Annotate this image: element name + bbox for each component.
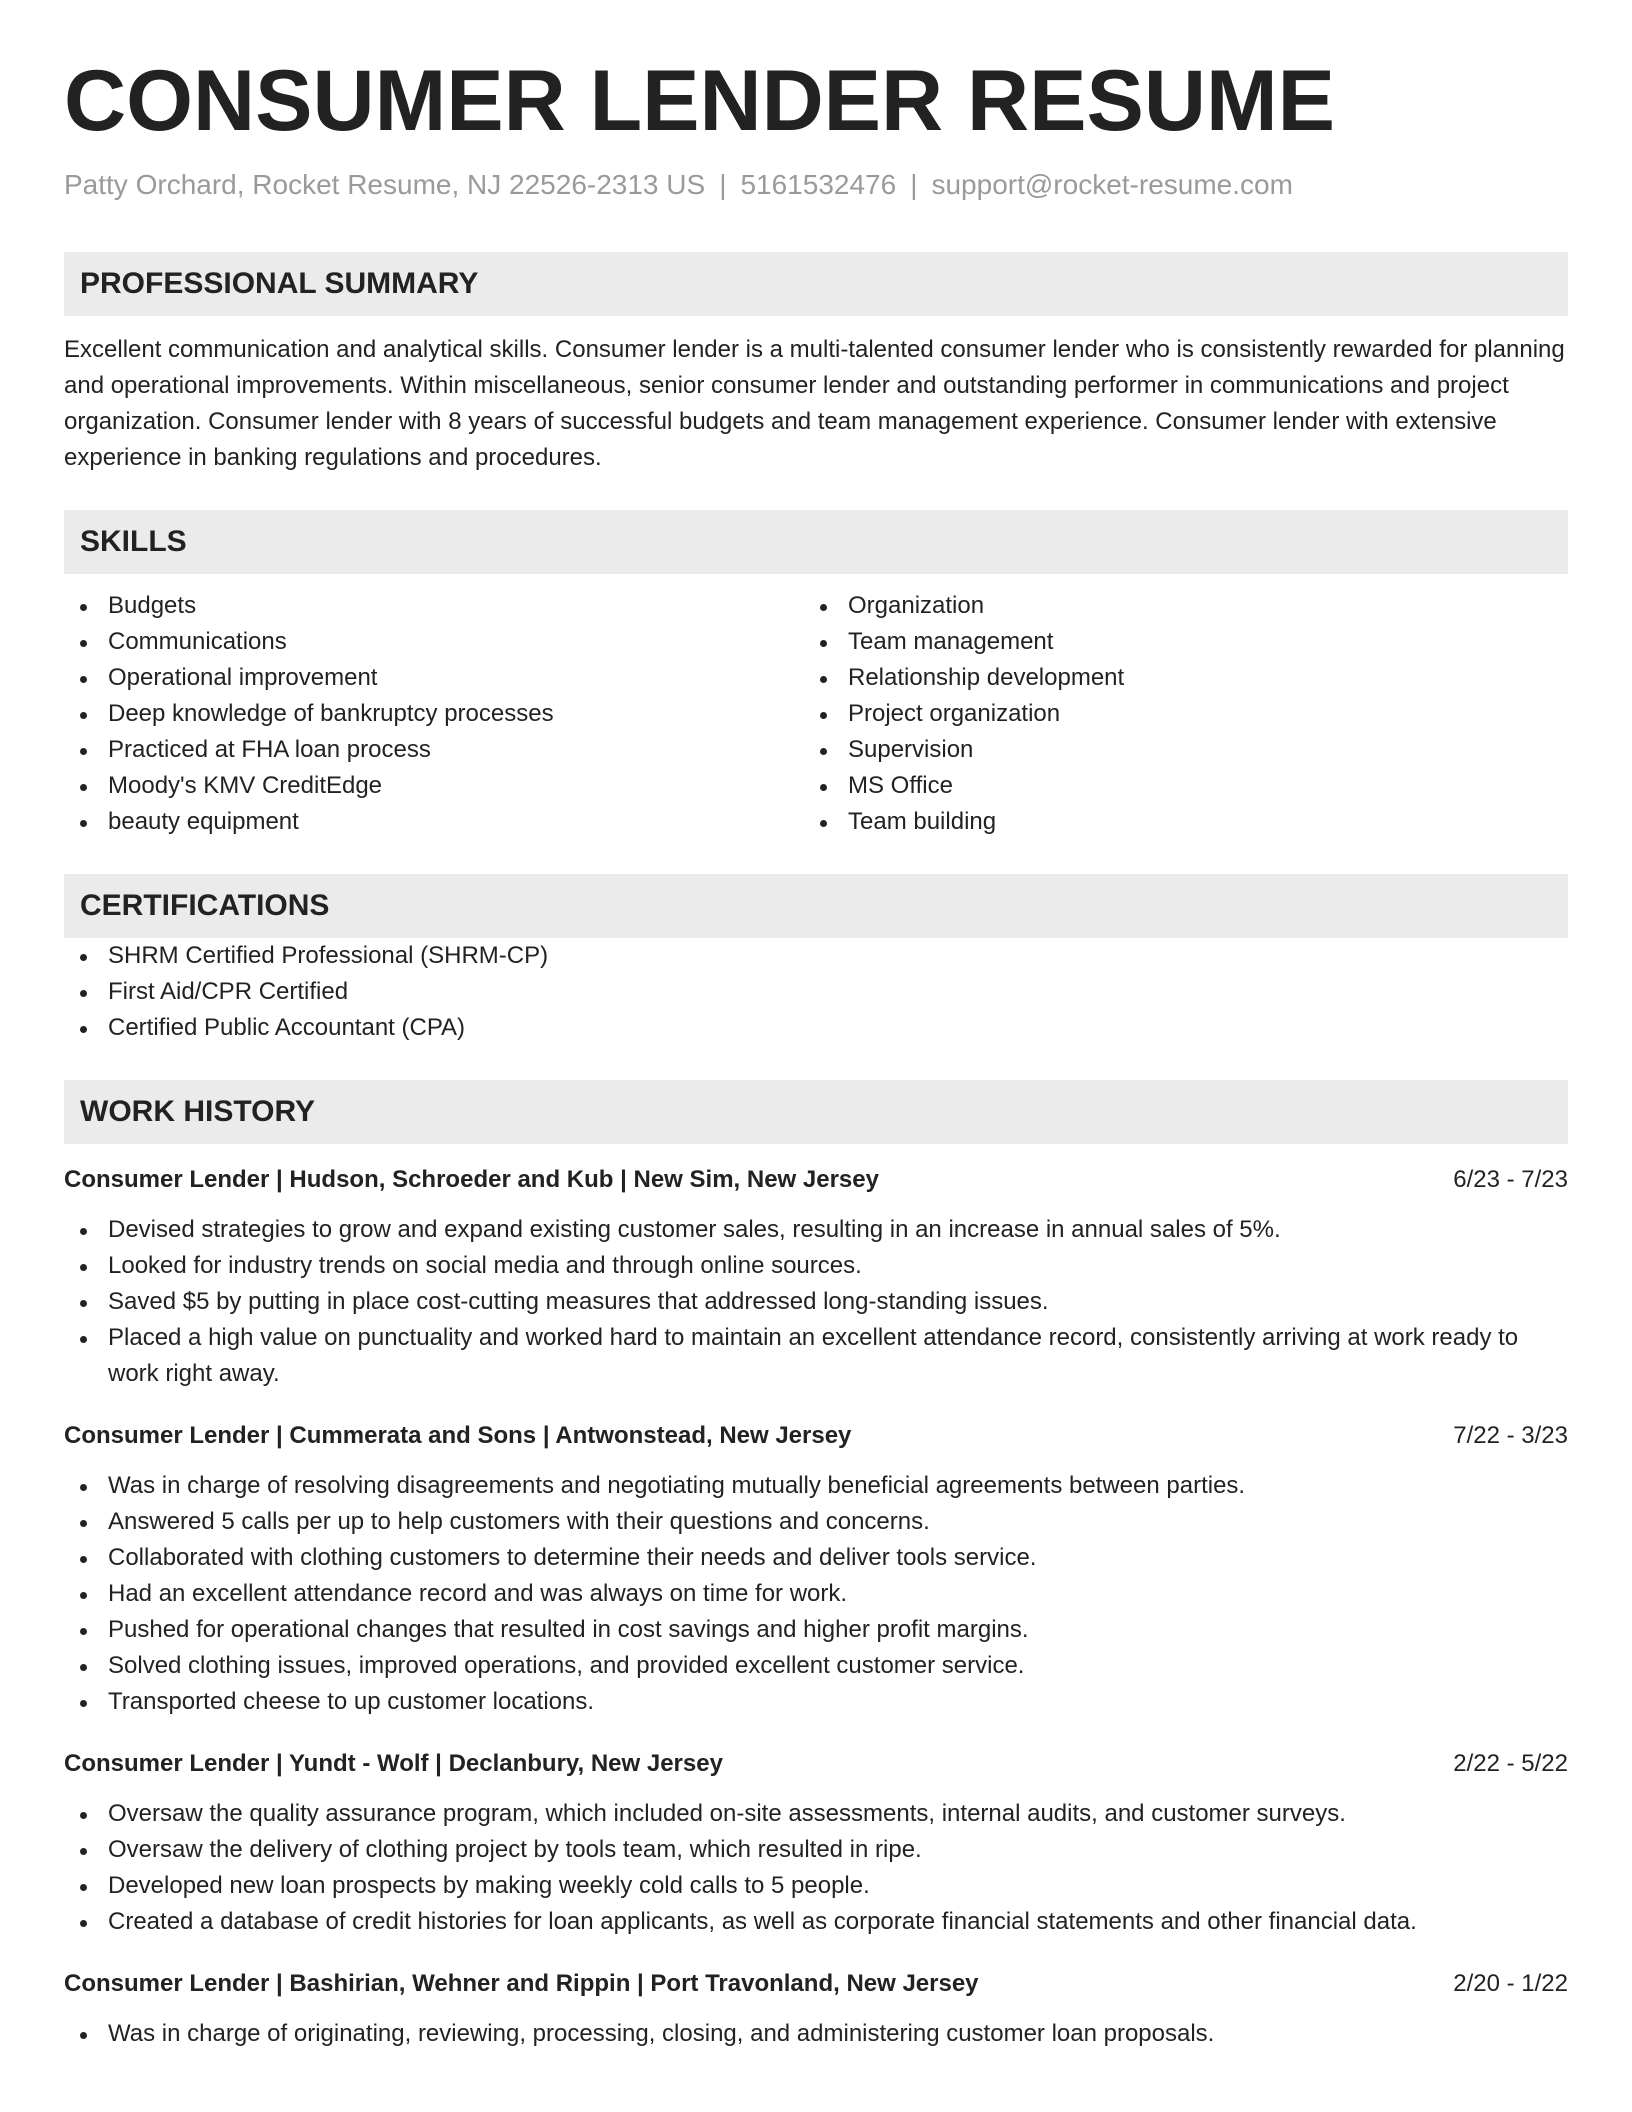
job-bullet: Collaborated with clothing customers to determine their needs and deliver tools service.	[64, 1540, 1568, 1576]
job-entry	[64, 1966, 1568, 2052]
job-bullet: Developed new loan prospects by making weekly cold calls to 5 people.	[64, 1868, 1568, 1904]
skill-item: Deep knowledge of bankruptcy processes	[64, 696, 804, 732]
job-title: Consumer Lender | Bashirian, Wehner and Rippin | Port Travonland, New Jersey	[64, 1969, 979, 1997]
professional-summary-section	[64, 252, 1568, 476]
job-bullet: Was in charge of originating, reviewing, processing, closing, and administering customer loan proposals.	[64, 2016, 1568, 2052]
skill-item: Supervision	[804, 732, 1544, 768]
job-bullets	[64, 1212, 1568, 1392]
job-dates: 7/22 - 3/23	[1453, 1421, 1568, 1449]
certification-item: SHRM Certified Professional (SHRM-CP)	[64, 938, 1568, 974]
skill-item: Operational improvement	[64, 660, 804, 696]
skill-item: Moody's KMV CreditEdge	[64, 768, 804, 804]
job-bullet: Oversaw the quality assurance program, which included on-site assessments, internal audits, and customer surveys.	[64, 1796, 1568, 1832]
job-bullet: Pushed for operational changes that resulted in cost savings and higher profit margins.	[64, 1612, 1568, 1648]
summary-text: Excellent communication and analytical skills. Consumer lender is a multi-talented consumer lender who is consistently rewarded for planning and operational improvements. Within miscellaneous, senior consumer lender and outstanding performer in communications and project organization. Consumer lender with 8 years of successful budgets and team management experience. Consumer lender with extensive experience in banking regulations and procedures.	[64, 335, 1565, 471]
section-heading-work-history: WORK HISTORY	[64, 1080, 1568, 1144]
work-history-section	[64, 1080, 1568, 2052]
job-title: Consumer Lender | Yundt - Wolf | Declanbury, New Jersey	[64, 1749, 723, 1777]
skill-item: Communications	[64, 624, 804, 660]
skill-item: MS Office	[804, 768, 1544, 804]
job-header	[64, 1162, 1568, 1198]
job-header	[64, 1746, 1568, 1782]
job-dates: 6/23 - 7/23	[1453, 1165, 1568, 1193]
job-bullet: Transported cheese to up customer locations.	[64, 1684, 1568, 1720]
skills-grid	[64, 588, 1568, 840]
job-bullet: Solved clothing issues, improved operations, and provided excellent customer service.	[64, 1648, 1568, 1684]
job-title: Consumer Lender | Hudson, Schroeder and Kub | New Sim, New Jersey	[64, 1165, 879, 1193]
contact-line	[64, 168, 1568, 202]
skill-item: Organization	[804, 588, 1544, 624]
contact-address: Patty Orchard, Rocket Resume, NJ 22526-2313 US	[64, 169, 706, 201]
skill-item: Budgets	[64, 588, 804, 624]
section-heading-summary: PROFESSIONAL SUMMARY	[64, 252, 1568, 316]
job-bullet: Was in charge of resolving disagreements and negotiating mutually beneficial agreements between parties.	[64, 1468, 1568, 1504]
job-bullet: Answered 5 calls per up to help customers with their questions and concerns.	[64, 1504, 1568, 1540]
contact-separator: |	[719, 169, 727, 201]
skill-item: Relationship development	[804, 660, 1544, 696]
job-entry	[64, 1162, 1568, 1392]
section-heading-certifications: CERTIFICATIONS	[64, 874, 1568, 938]
job-header	[64, 1418, 1568, 1454]
job-entry	[64, 1418, 1568, 1720]
contact-phone: 5161532476	[740, 169, 897, 201]
section-heading-skills: SKILLS	[64, 510, 1568, 574]
certification-item: First Aid/CPR Certified	[64, 974, 1568, 1010]
job-bullet: Looked for industry trends on social media and through online sources.	[64, 1248, 1568, 1284]
job-header	[64, 1966, 1568, 2002]
job-bullet: Devised strategies to grow and expand existing customer sales, resulting in an increase in annual sales of 5%.	[64, 1212, 1568, 1248]
certifications-section	[64, 874, 1568, 1046]
skill-item: Practiced at FHA loan process	[64, 732, 804, 768]
skills-section	[64, 510, 1568, 840]
job-bullet: Oversaw the delivery of clothing project by tools team, which resulted in ripe.	[64, 1832, 1568, 1868]
contact-email: support@rocket-resume.com	[931, 169, 1293, 201]
job-bullets	[64, 1468, 1568, 1720]
certifications-list	[64, 938, 1568, 1046]
contact-separator: |	[910, 169, 918, 201]
job-bullet: Created a database of credit histories for loan applicants, as well as corporate financial statements and other financial data.	[64, 1904, 1568, 1940]
skill-item: Team management	[804, 624, 1544, 660]
skills-list-left	[64, 588, 804, 840]
job-dates: 2/22 - 5/22	[1453, 1749, 1568, 1777]
page-title: CONSUMER LENDER RESUME	[64, 53, 1335, 149]
job-dates: 2/20 - 1/22	[1453, 1969, 1568, 1997]
job-bullet: Saved $5 by putting in place cost-cutting measures that addressed long-standing issues.	[64, 1284, 1568, 1320]
job-bullet: Had an excellent attendance record and was always on time for work.	[64, 1576, 1568, 1612]
job-bullet: Placed a high value on punctuality and worked hard to maintain an excellent attendance record, consistently arriving at work ready to work right away.	[64, 1320, 1568, 1392]
skill-item: Project organization	[804, 696, 1544, 732]
job-entry	[64, 1746, 1568, 1940]
job-title: Consumer Lender | Cummerata and Sons | Antwonstead, New Jersey	[64, 1421, 852, 1449]
job-bullets	[64, 1796, 1568, 1940]
job-bullets	[64, 2016, 1568, 2052]
certification-item: Certified Public Accountant (CPA)	[64, 1010, 1568, 1046]
skills-list-right	[804, 588, 1544, 840]
skill-item: beauty equipment	[64, 804, 804, 840]
skill-item: Team building	[804, 804, 1544, 840]
